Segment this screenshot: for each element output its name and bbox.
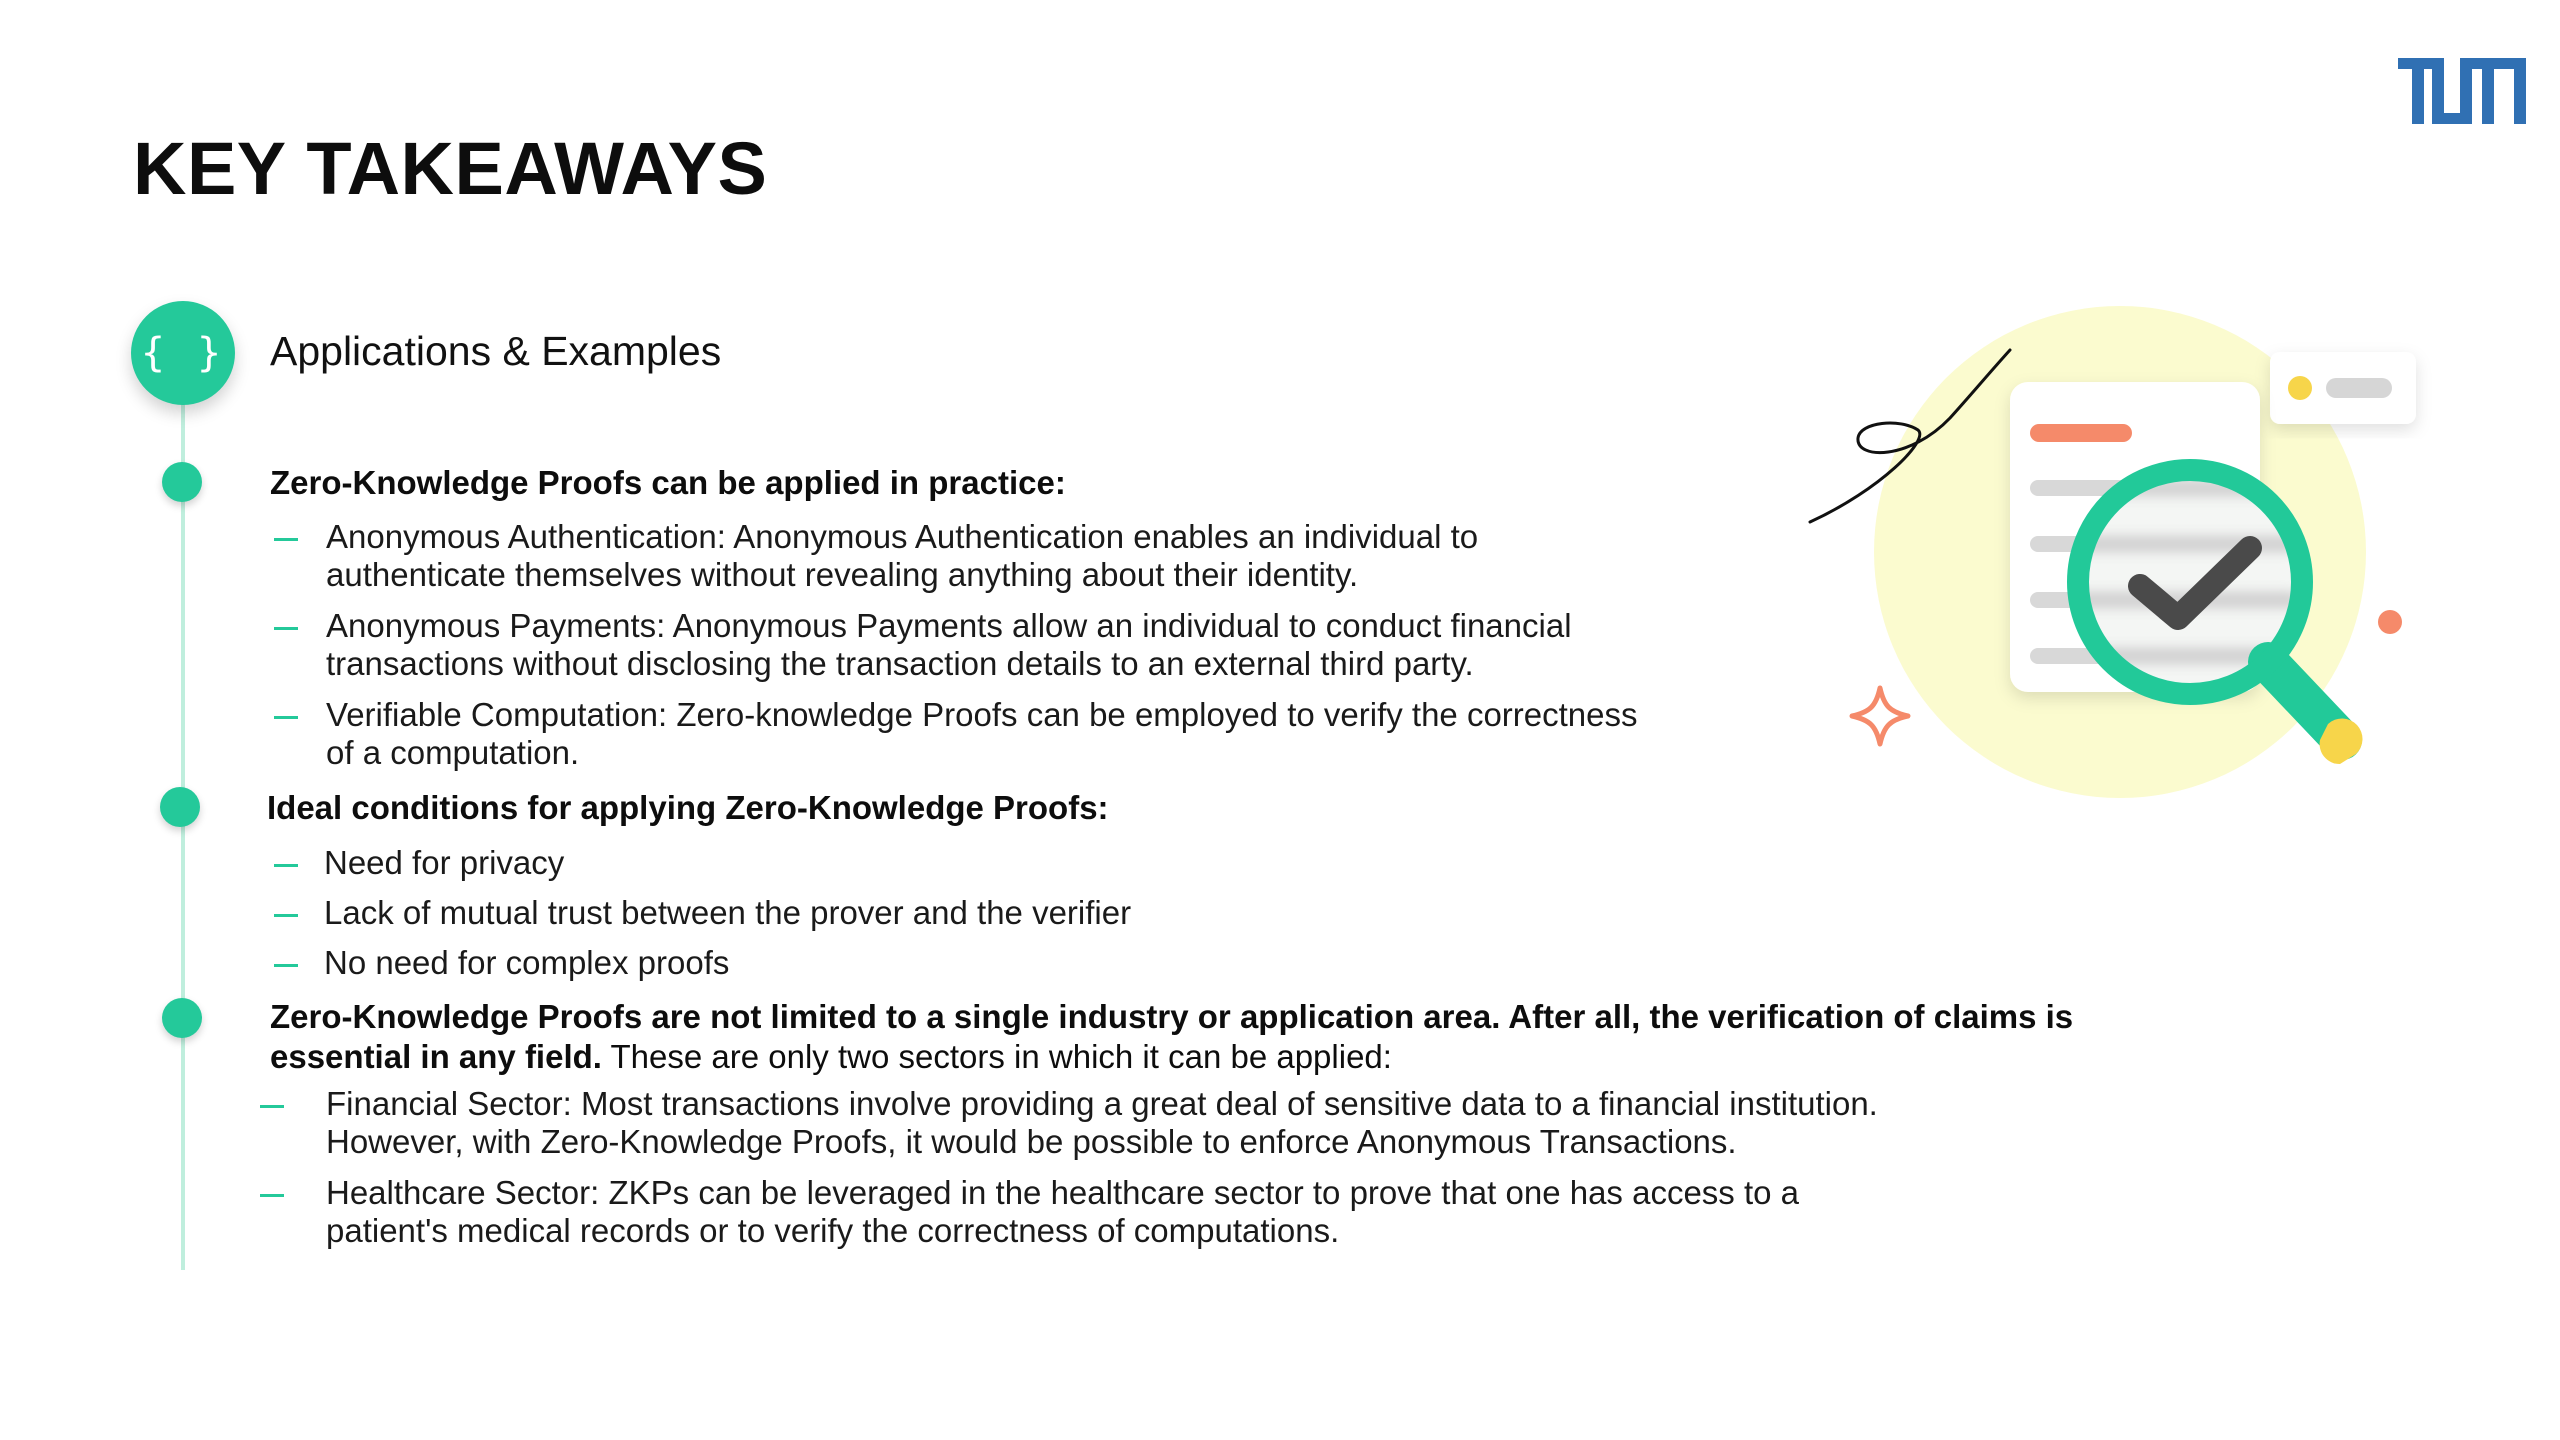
timeline-dot: [162, 462, 202, 502]
group-heading: Zero-Knowledge Proofs are not limited to a single industry or application area. After all, the verification of claims is essential in any field. These are only two sectors in which it can be applied:: [270, 998, 2074, 1075]
tum-logo-icon: [2398, 58, 2526, 124]
list-item: Healthcare Sector: ZKPs can be leveraged in the healthcare sector to prove that one has access to a patient's medical records or to verify the correctness of computations.: [326, 1174, 1800, 1249]
dash-icon: [274, 627, 298, 630]
group-heading: Zero-Knowledge Proofs can be applied in practice:: [270, 464, 1066, 501]
list-item: Verifiable Computation: Zero-knowledge Proofs can be employed to verify the correctness of a computation.: [326, 696, 1638, 771]
dash-icon: [274, 914, 298, 917]
curly-braces-icon: { }: [131, 301, 235, 405]
dash-icon: [274, 964, 298, 967]
dash-icon: [274, 716, 298, 719]
list-item: Need for privacy: [324, 844, 565, 881]
list-item: Anonymous Payments: Anonymous Payments allow an individual to conduct financial transactions without disclosing the transaction details to an external third party.: [326, 607, 1572, 682]
dash-icon: [274, 538, 298, 541]
timeline-dot: [162, 998, 202, 1038]
dash-icon: [274, 864, 298, 867]
group-heading: Ideal conditions for applying Zero-Knowledge Proofs:: [267, 789, 1109, 826]
timeline-dot: [160, 787, 200, 827]
list-item: Anonymous Authentication: Anonymous Authentication enables an individual to authenticate themselves without revealing anything about their identity.: [326, 518, 1479, 593]
list-item: Financial Sector: Most transactions involve providing a great deal of sensitive data to a financial institution. However, with Zero-Knowledge Proofs, it would be possible to enforce Anonymous Transactions.: [326, 1085, 1878, 1160]
magnifier-checkmark-icon: [1800, 300, 2440, 820]
dash-icon: [260, 1105, 284, 1108]
section-title: Applications & Examples: [270, 328, 722, 374]
list-item: No need for complex proofs: [324, 944, 730, 981]
list-item: Lack of mutual trust between the prover and the verifier: [324, 894, 1132, 931]
page-title: KEY TAKEAWAYS: [133, 127, 768, 210]
dash-icon: [260, 1194, 284, 1197]
